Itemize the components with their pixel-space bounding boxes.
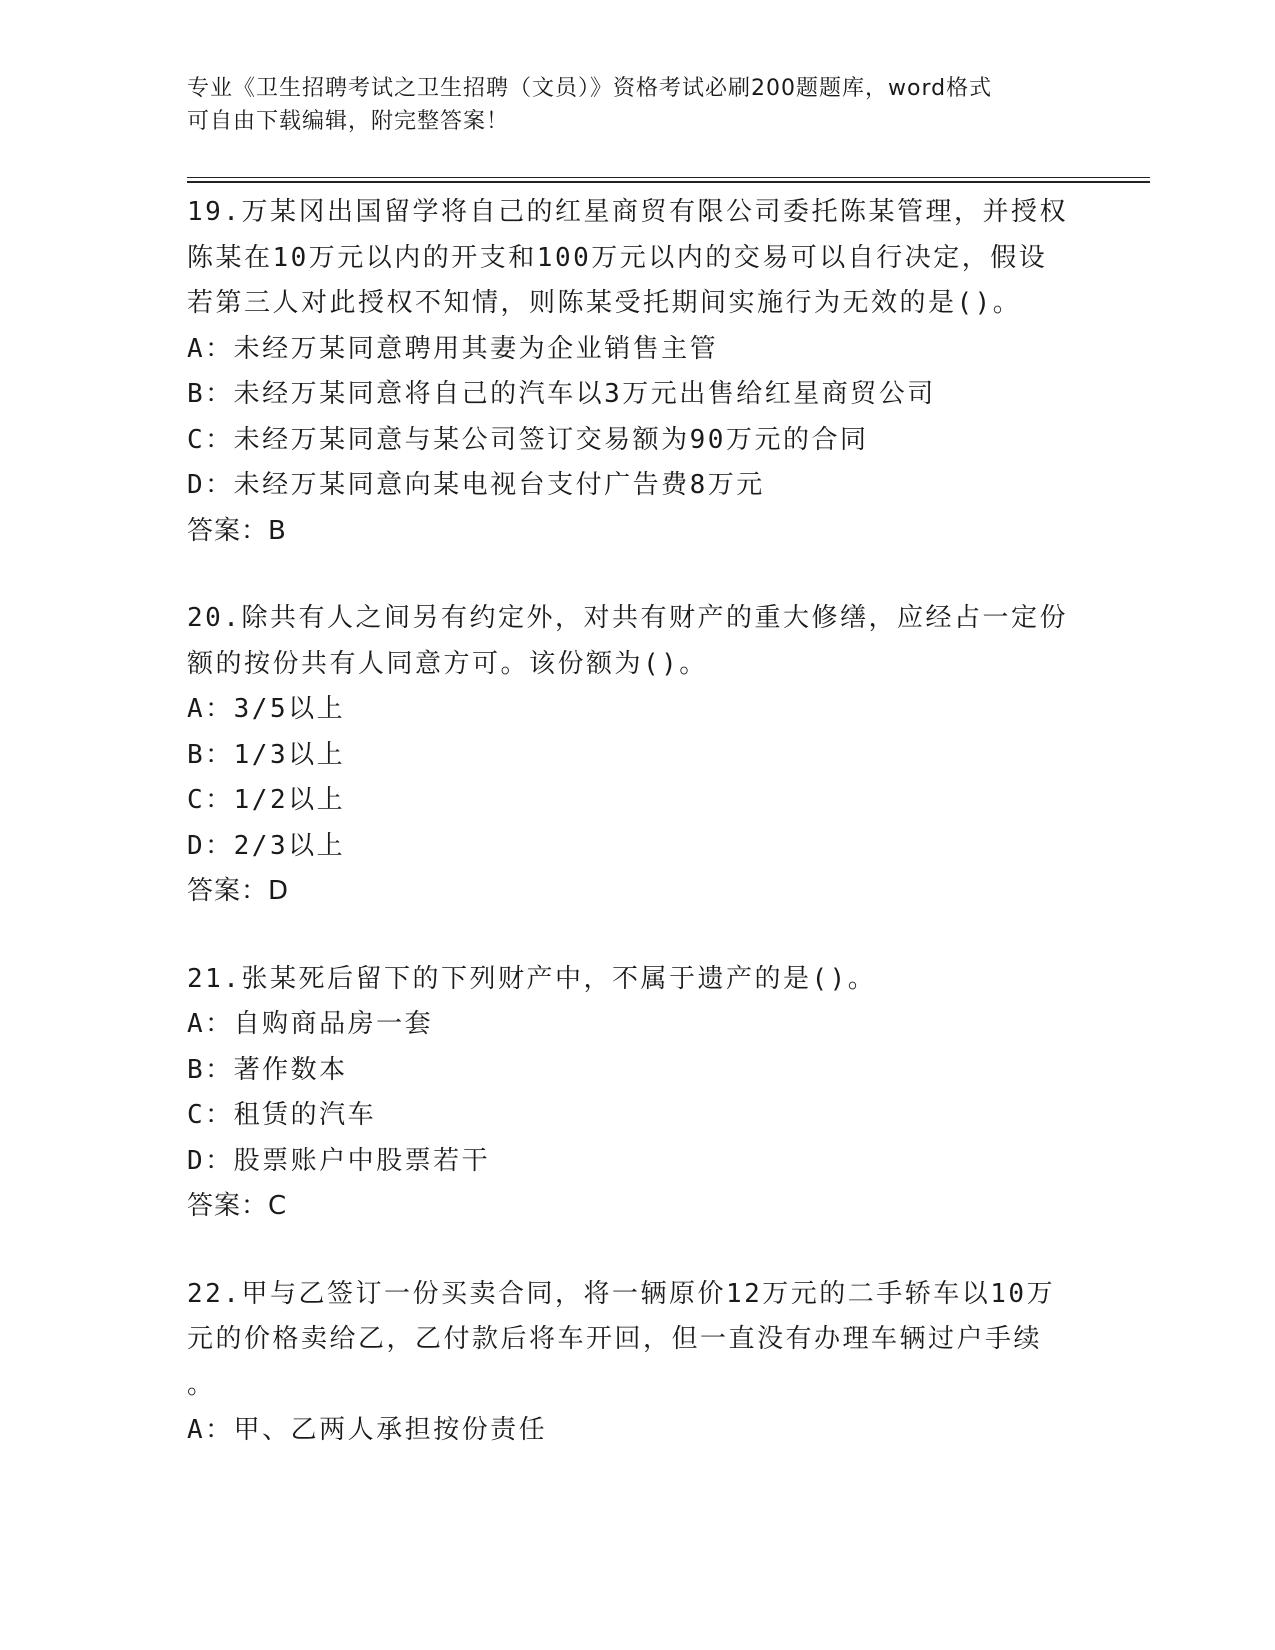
question-stem-line: 。 <box>187 1369 216 1400</box>
page-header <box>187 72 1067 138</box>
option-d: D：2/3以上 <box>187 830 346 861</box>
header-title-line-1: 专业《卫生招聘考试之卫生招聘（文员）》资格考试必刷200题题库，word格式 <box>187 76 993 101</box>
question-stem-line: 20.除共有人之间另有约定外，对共有财产的重大修缮，应经占一定份 <box>187 603 1068 633</box>
answer-line: 答案：C <box>187 1191 288 1221</box>
question-stem-line: 19.万某冈出国留学将自己的红星商贸有限公司委托陈某管理，并授权 <box>187 197 1068 227</box>
header-divider-thin <box>187 177 1150 178</box>
answer-line: 答案：D <box>187 876 290 906</box>
question-stem-line: 若第三人对此授权不知情，则陈某受托期间实施行为无效的是()。 <box>187 288 1022 318</box>
question-stem-line: 22.甲与乙签订一份买卖合同，将一辆原价12万元的二手轿车以10万 <box>187 1278 1056 1309</box>
question-21 <box>187 957 1087 1230</box>
option-b: B：1/3以上 <box>187 739 346 770</box>
option-a: A：甲、乙两人承担按份责任 <box>187 1415 548 1445</box>
question-stem-line: 21.张某死后留下的下列财产中，不属于遗产的是()。 <box>187 963 877 994</box>
option-d: D：未经万某同意向某电视台支付广告费8万元 <box>187 470 765 500</box>
option-d: D：股票账户中股票若干 <box>187 1145 491 1176</box>
option-c: C：未经万某同意与某公司签订交易额为90万元的合同 <box>187 424 869 455</box>
question-20 <box>187 596 1087 915</box>
option-a: A：自购商品房一套 <box>187 1009 434 1039</box>
header-title-line-2: 可自由下载编辑，附完整答案！ <box>187 109 510 134</box>
question-22 <box>187 1272 1087 1454</box>
option-a: A：3/5以上 <box>187 694 346 724</box>
question-stem-line: 额的按份共有人同意方可。该份额为()。 <box>187 648 708 679</box>
header-divider-thick <box>187 181 1150 183</box>
option-b: B：未经万某同意将自己的汽车以3万元出售给红星商贸公司 <box>187 379 936 409</box>
option-a: A：未经万某同意聘用其妻为企业销售主管 <box>187 333 719 364</box>
question-19 <box>187 190 1087 554</box>
answer-line: 答案：B <box>187 515 287 546</box>
option-c: C：1/2以上 <box>187 785 346 815</box>
question-stem-line: 元的价格卖给乙，乙付款后将车开回，但一直没有办理车辆过户手续 <box>187 1324 1043 1354</box>
option-c: C：租赁的汽车 <box>187 1100 377 1130</box>
question-stem-line: 陈某在10万元以内的开支和100万元以内的交易可以自行决定，假设 <box>187 242 1048 273</box>
question-list <box>187 190 1087 1496</box>
option-b: B：著作数本 <box>187 1054 348 1085</box>
